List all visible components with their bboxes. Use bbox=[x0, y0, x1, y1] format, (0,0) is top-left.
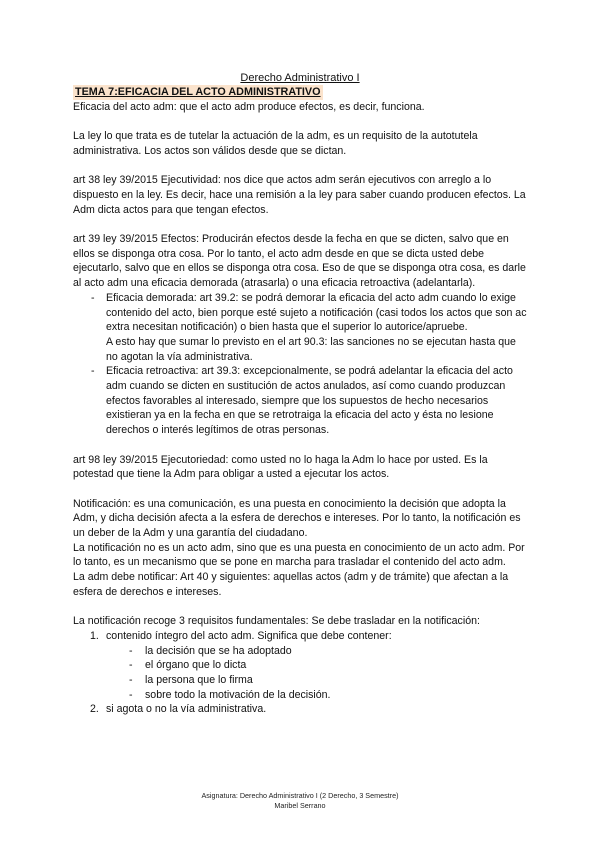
spacer bbox=[73, 159, 528, 174]
document-title: Derecho Administrativo I bbox=[240, 72, 360, 84]
spacer bbox=[73, 482, 528, 497]
requirement-2: si agota o no la vía administrativa. bbox=[106, 703, 267, 716]
note-art90: A esto hay que sumar lo previsto en el art 90.3: las sanciones no se ejecutan hasta que no agotan la vía administrativa. bbox=[106, 335, 516, 363]
spacer bbox=[73, 217, 528, 232]
section-heading: TEMA 7:EFICACIA DEL ACTO ADMINISTRATIVO bbox=[75, 86, 321, 98]
paragraph-art98: art 98 ley 39/2015 Ejecutoriedad: como usted no lo haga la Adm lo hace por usted. Es la potestad que tiene la Adm para obligar a usted a ejecutar los actos. bbox=[73, 453, 488, 481]
paragraph-art39: art 39 ley 39/2015 Efectos: Producirán efectos desde la fecha en que se dicten, salvo que en ellos se disponga otra cosa. Por lo tanto, el acto adm desde en que se dicta usted debe ejecutarlo, salvo que en ellos se disponga otra cosa. Eso de que se disponga otra cosa, es darle al acto adm una eficacia demorada (atrasarla) o una eficacia retroactiva (adelantarla). bbox=[73, 232, 526, 290]
paragraph-requisitos: La notificación recoge 3 requisitos fundamentales: Se debe trasladar en la notificación: bbox=[73, 615, 480, 628]
paragraph-art38: art 38 ley 39/2015 Ejecutividad: nos dice que actos adm serán ejecutivos con arreglo a lo dispuesto en la ley. Es decir, hace una remisión a la ley para saber cuando producen efectos. La Adm dicta actos para que tengan efectos. bbox=[73, 174, 526, 216]
list-item: - el órgano que lo dicta bbox=[73, 658, 528, 673]
footer-subject: Asignatura: Derecho Administrativo I (2 Derecho, 3 Semestre) bbox=[201, 791, 399, 800]
efficacy-list-2 bbox=[73, 364, 528, 438]
bullet-eficacia-demorada: Eficacia demorada: art 39.2: se podrá demorar la eficacia del acto adm cuando lo exige contenido del acto, bien porque esté sujeto a notificación (casi todos los actos que son ac extra necesitan notificación) o bien hasta que el superior lo autorice/apruebe. bbox=[106, 291, 527, 334]
list-number: 1. bbox=[90, 629, 99, 642]
content-sublist bbox=[73, 644, 528, 703]
paragraph-autotutela: La ley lo que trata es de tutelar la actuación de la adm, es un requisito de la autotutela administrativa. Los actos son válidos desde que se dictan. bbox=[73, 130, 478, 157]
footer-author: Maribel Serrano bbox=[274, 801, 326, 810]
list-item bbox=[73, 629, 528, 644]
list-number: 2. bbox=[90, 703, 99, 716]
list-item: - la persona que lo firma bbox=[73, 673, 528, 688]
list-item bbox=[73, 364, 528, 438]
bullet-eficacia-retroactiva: Eficacia retroactiva: art 39.3: excepcionalmente, se podrá adelantar la eficacia del acto adm cuando se dicten en sustitución de actos anulados, así como cuando produzcan efectos favorables al interesado, siempre que los supuestos de hecho necesarios existieran ya en la fecha en que se retrotraiga la eficacia del acto y ésta no lesione derechos o interés legítimos de otras personas. bbox=[106, 365, 513, 437]
list-item bbox=[73, 702, 528, 717]
spacer bbox=[73, 600, 528, 615]
document-body bbox=[73, 85, 528, 717]
paragraph-notificacion-2: La notificación no es un acto adm, sino que es una puesta en conocimiento de un acto adm. Por lo tanto, es un mecanismo que se pone en marcha para trasladar el contenido del acto adm. bbox=[73, 541, 525, 569]
requirements-list bbox=[73, 629, 528, 644]
list-item: - la decisión que se ha adoptado bbox=[73, 644, 528, 659]
spacer bbox=[73, 438, 528, 453]
spacer bbox=[73, 114, 528, 129]
requirement-1: contenido íntegro del acto adm. Significa que debe contener: bbox=[106, 629, 392, 642]
requirements-list-2 bbox=[73, 702, 528, 717]
efficacy-list bbox=[73, 291, 528, 335]
page-footer bbox=[0, 791, 600, 811]
paragraph-notificacion: Notificación: es una comunicación, es una puesta en conocimiento la decisión que adopta la Adm, y dicha decisión afecta a la esfera de derechos e intereses. Por lo tanto, la notificación es un deber de la Adm y una garantía del ciudadano. bbox=[73, 497, 521, 540]
list-item bbox=[73, 291, 528, 335]
list-item: - sobre todo la motivación de la decisión. bbox=[73, 688, 528, 703]
paragraph-definition: Eficacia del acto adm: que el acto adm produce efectos, es decir, funciona. bbox=[73, 100, 425, 113]
section-heading-row bbox=[73, 85, 528, 100]
paragraph-notificar: La adm debe notificar: Art 40 y siguientes: aquellas actos (adm y de trámite) que afectan a la esfera de derechos e intereses. bbox=[73, 571, 509, 598]
